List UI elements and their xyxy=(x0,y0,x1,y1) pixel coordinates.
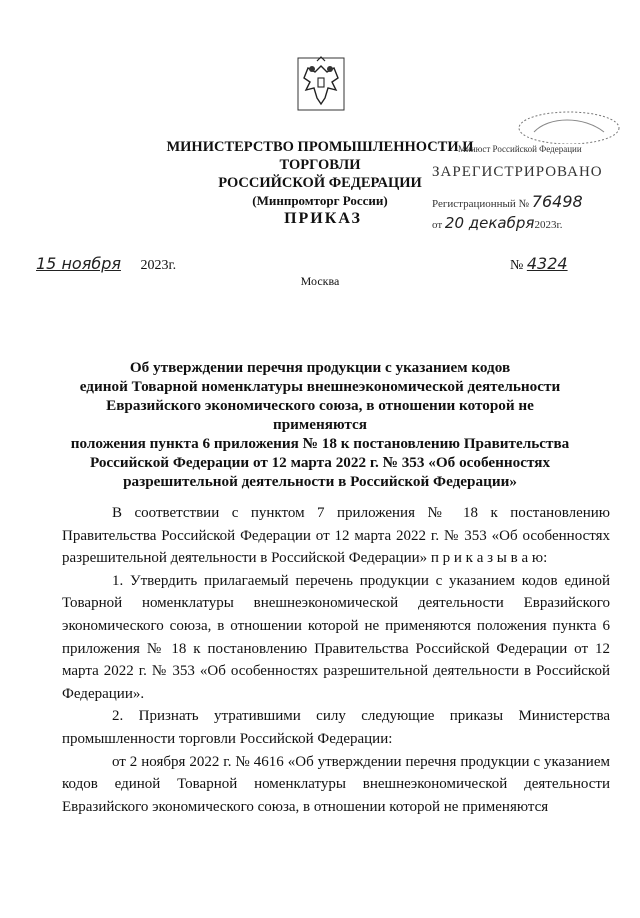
stamp-reg-label: Регистрационный № xyxy=(432,198,530,210)
title-line: Российской Федерации от 12 марта 2022 г. № 353 «Об особенностях xyxy=(89,454,551,471)
coat-of-arms-emblem xyxy=(290,52,352,118)
ministry-name-line1: МИНИСТЕРСТВО ПРОМЫШЛЕННОСТИ И ТОРГОВЛИ xyxy=(166,139,474,173)
order-number xyxy=(510,254,590,276)
body-paragraph: 1. Утвердить прилагаемый перечень продукции с указанием кодов единой Товарной номенклатуры внешнеэкономической деятельности Евразийского экономического союза, в отношении которой не применяются положения пункта 6 приложения № 18 к постановлению Правительства Российской Федерации от 12 марта 2022 г. № 353 «Об особенностях разрешительной деятельности в Российской Федерации». xyxy=(62,572,610,702)
ministry-short-name: (Минпромторг России) xyxy=(252,193,388,208)
stamp-registered: ЗАРЕГИСТРИРОВАНО xyxy=(432,164,603,180)
order-date xyxy=(36,254,216,276)
document-type: ПРИКАЗ xyxy=(284,210,362,227)
stamp-reg-number: 76498 xyxy=(531,192,583,211)
body-paragraph: 2. Признать утратившими силу следующие приказы Министерства промышленности торговли Российской Федерации: xyxy=(62,708,610,747)
body-paragraph: от 2 ноября 2022 г. № 4616 «Об утверждении перечня продукции с указанием кодов единой Товарной номенклатуры внешнеэкономической деятельности Евразийского экономического союза, в отношении которой не применяются xyxy=(62,753,610,815)
body-paragraph: В соответствии с пунктом 7 приложения № 18 к постановлению Правительства Российской Федерации от 12 марта 2022 г. № 353 «Об особенностях разрешительной деятельности в Российской Федерации» п р и к а з ы в а ю: xyxy=(62,505,610,567)
stamp-year: 2023г. xyxy=(534,219,563,231)
seal-icon xyxy=(514,108,624,144)
ministry-name-line2: РОССИЙСКОЙ ФЕДЕРАЦИИ xyxy=(218,175,422,191)
order-number-label: № xyxy=(510,258,524,273)
order-year: 2023 xyxy=(140,258,169,273)
stamp-authority: Минюст Российской Федерации xyxy=(458,144,582,154)
double-headed-eagle-icon xyxy=(290,52,352,118)
stamp-date-prefix: от xyxy=(432,219,443,231)
title-line: единой Товарной номенклатуры внешнеэкономической деятельности xyxy=(79,378,561,395)
order-date-handwritten: 15 ноября xyxy=(36,254,121,273)
title-line: Об утверждении перечня продукции с указанием кодов xyxy=(129,359,511,376)
title-line: положения пункта 6 приложения № 18 к постановлению Правительства xyxy=(70,435,570,452)
order-number-value: 4324 xyxy=(526,254,568,273)
document-title xyxy=(60,358,580,491)
stamp-date: 20 декабря xyxy=(444,214,535,232)
registration-stamp xyxy=(418,108,628,246)
document-body xyxy=(62,502,610,818)
title-line: разрешительной деятельности в Российской Федерации» xyxy=(123,473,517,490)
order-year-suffix: г. xyxy=(168,258,177,273)
city: Москва xyxy=(300,274,340,288)
title-line: Евразийского экономического союза, в отношении которой не применяются xyxy=(106,397,534,433)
